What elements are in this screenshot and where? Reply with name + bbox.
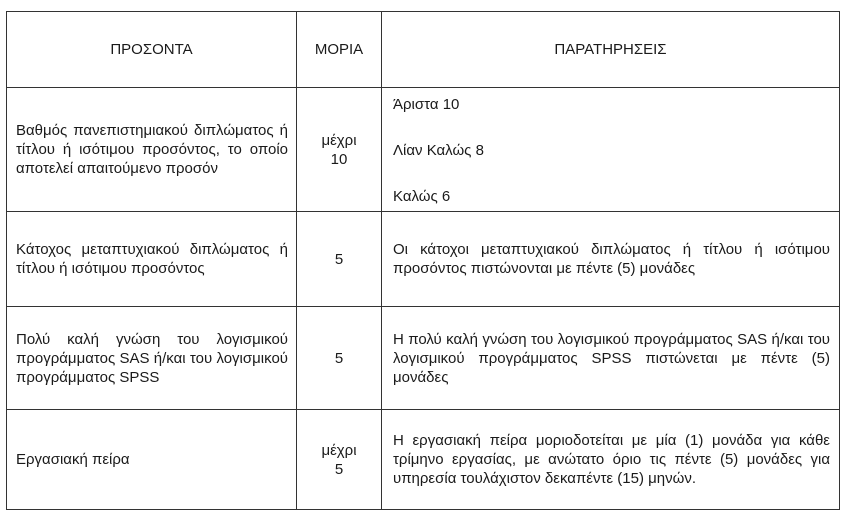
grade-list <box>393 95 830 206</box>
points-cell <box>297 410 382 510</box>
points-value: 10 <box>330 150 348 168</box>
points-cell <box>297 88 382 212</box>
criterion-cell: Κάτοχος μεταπτυχιακού διπλώματος ή τίτλου ή ισότιμου προσόντος <box>7 212 297 307</box>
table-row <box>7 88 840 212</box>
table-row <box>7 410 840 510</box>
points-cell: 5 <box>297 307 382 410</box>
header-notes: ΠΑΡΑΤΗΡΗΣΕΙΣ <box>382 12 840 88</box>
grade-excellent: Άριστα 10 <box>393 96 460 113</box>
header-criteria: ΠΡΟΣΟΝΤΑ <box>7 12 297 88</box>
criterion-cell: Πολύ καλή γνώση του λογισμικού προγράμματος SAS ή/και του λογισμικού προγράμματος SPSS <box>7 307 297 410</box>
table-row <box>7 212 840 307</box>
table-header-row <box>7 12 840 88</box>
points-cell: 5 <box>297 212 382 307</box>
grade-good: Καλώς 6 <box>393 188 451 205</box>
criterion-cell: Εργασιακή πείρα <box>7 410 297 510</box>
table-row <box>7 307 840 410</box>
notes-cell: Η πολύ καλή γνώση του λογισμικού προγράμματος SAS ή/και του λογισμικού προγράμματος SPSS πιστώνεται με πέντε (5) μονάδες <box>382 307 840 410</box>
qualifications-table <box>6 11 840 510</box>
notes-cell <box>382 88 840 212</box>
grade-very-good: Λίαν Καλώς 8 <box>393 142 484 159</box>
header-points: ΜΟΡΙΑ <box>297 12 382 88</box>
notes-cell: Οι κάτοχοι μεταπτυχιακού διπλώματος ή τίτλου ή ισότιμου προσόντος πιστώνονται με πέντε (5) μονάδες <box>382 212 840 307</box>
criterion-cell: Βαθμός πανεπιστημιακού διπλώματος ή τίτλου ή ισότιμου προσόντος, το οποίο αποτελεί απαιτούμενο προσόν <box>7 88 297 212</box>
points-prefix: μέχρι <box>321 441 357 459</box>
points-prefix: μέχρι <box>321 131 357 149</box>
notes-cell: Η εργασιακή πείρα μοριοδοτείται με μία (1) μονάδα για κάθε τρίμηνο εργασίας, με ανώτατο όριο τις πέντε (5) μονάδες για υπηρεσία τουλάχιστον δεκαπέντε (15) μηνών. <box>382 410 840 510</box>
points-value: 5 <box>334 460 344 478</box>
